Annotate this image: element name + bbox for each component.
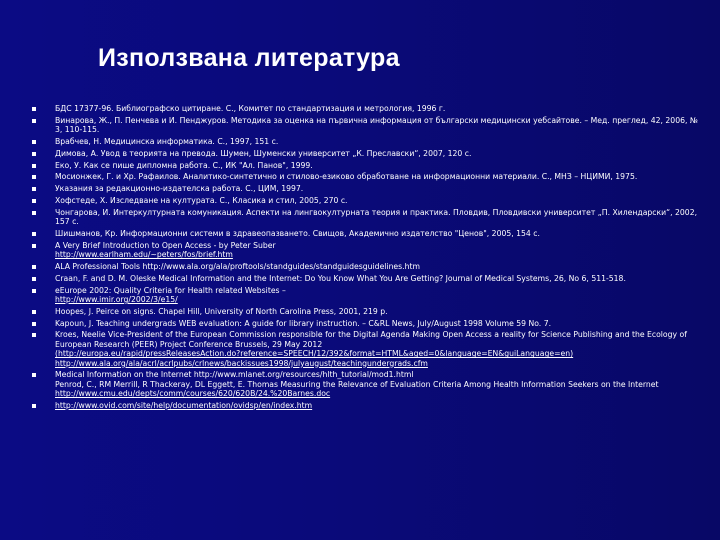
reference-item [32,241,702,260]
reference-text: Craan, F. and D. M. Oleske Medical Information and the Internet: Do You Know What You Are Getting? Journal of Medical Systems, 26, No 6, 511-518. [55,273,626,283]
reference-item [32,196,702,205]
reference-item [32,172,702,181]
bullet-square-icon [32,119,36,123]
reference-item [32,274,702,283]
reference-text: Мосионжек, Г. и Хр. Рафаилов. Аналитико-синтетично и стилово-езиково обработване на информационни материали. С., МНЗ – НЦИМИ, 1975. [55,172,638,182]
reference-text: Указания за редакционно-издателска работа. С., ЦИМ, 1997. [55,184,304,194]
reference-link[interactable]: http://www.ala.org/ala/acrl/acrlpubs/crlnews/backissues1998/julyaugust/teachingundergrads.cfm [55,358,428,368]
slide-title: Използвана литература [98,44,400,72]
bullet-square-icon [32,265,36,269]
reference-link[interactable]: http://www.imir.org/2002/3/e15/ [55,294,178,304]
reference-text: Hoopes, J. Peirce on signs. Chapel Hill, University of North Carolina Press, 2001, 219 p. [55,306,388,316]
reference-item [32,184,702,193]
reference-item [32,116,702,135]
reference-link[interactable]: http://www.earlham.edu/~peters/fos/brief.htm [55,250,233,260]
bullet-square-icon [32,244,36,248]
reference-text: Чонгарова, И. Интеркултурната комуникация. Аспекти на лингвокултурната теория и практика. Пловдив, Пловдивски университет „П. Хилендарски“, 2002, 157 с. [55,207,698,227]
reference-item [32,208,702,227]
reference-text: Kroes, Neelie Vice-President of the European Commission responsible for the Digital Agenda Making Open Access a reality for Science Publishing and the Ecology of European Research (PEER) Project Conference Brussels, 29 May 2012 [55,330,687,349]
reference-item [32,161,702,170]
reference-text: Kapoun, J. Teaching undergrads WEB evaluation: A guide for library instruction. – C&RL News, July/August 1998 Volume 59 No. 7. [55,318,552,328]
reference-text: A Very Brief Introduction to Open Access - by Peter Suber [55,240,276,250]
bullet-square-icon [32,373,36,377]
bullet-square-icon [32,232,36,236]
reference-link[interactable]: http://www.cmu.edu/depts/comm/courses/620/620B/24.%20Barnes.doc [55,389,331,399]
reference-item [32,286,702,305]
bullet-square-icon [32,175,36,179]
bullet-square-icon [32,277,36,281]
bullet-square-icon [32,310,36,314]
reference-item [32,307,702,316]
reference-text: ALA Professional Tools http://www.ala.org/ala/proftools/standguides/standguidesguidelines.htm [55,261,420,271]
bullet-square-icon [32,152,36,156]
bullet-square-icon [32,107,36,111]
reference-text: Димова, А. Увод в теорията на превода. Шумен, Шуменски университет „К. Преславски“, 2007, 120 с. [55,148,472,158]
reference-text: Шишманов, Кр. Информационни системи в здравеопазването. Свищов, Академично издателство "Ценов", 2005, 154 с. [55,228,540,238]
bullet-square-icon [32,289,36,293]
bullet-square-icon [32,187,36,191]
reference-item [32,104,702,113]
reference-text: БДС 17377-96. Библиографско цитиране. С., Комитет по стандартизация и метрология, 1996 г. [55,104,446,113]
bullet-square-icon [32,322,36,326]
reference-item [32,319,702,328]
bullet-square-icon [32,199,36,203]
reference-item [32,149,702,158]
reference-text: eEurope 2002: Quality Criteria for Health related Websites – [55,285,286,295]
bullet-square-icon [32,404,36,408]
reference-link[interactable]: http://www.ovid.com/site/help/documentation/ovidsp/en/index.htm [55,401,313,410]
reference-text: Врабчев, Н. Медицинска информатика. С., 1997, 151 с. [55,137,279,146]
reference-item [32,330,702,368]
reference-text: Винарова, Ж., П. Пенчева и И. Пенджуров. Методика за оценка на първична информация от български медицински уебсайтове. – Мед. преглед, 42, 2006, № 3, 110-115. [55,115,698,135]
bullet-square-icon [32,211,36,215]
reference-item [32,229,702,238]
reference-list [32,104,702,413]
reference-text: Хофстеде, Х. Изследване на културата. С., Класика и стил, 2005, 270 с. [55,195,348,205]
reference-item [32,262,702,271]
reference-text: Medical Information on the Internet http://www.mlanet.org/resources/hlth_tutorial/mod1.html [55,370,414,380]
reference-text: Penrod, C., RM Merrill, R Thackeray, DL Eggett, E. Thomas Measuring the Relevance of Evaluation Criteria Among Health Information Seekers on the Internet [55,379,659,389]
bullet-square-icon [32,333,36,337]
bullet-square-icon [32,164,36,168]
reference-item [32,370,702,398]
reference-link[interactable]: (http://europa.eu/rapid/pressReleasesAction.do?reference=SPEECH/12/392&format=HTML&aged=0&language=EN&guiLanguage=en) [55,349,574,359]
reference-text: Еко, У. Как се пише дипломна работа. С., ИК "Ал. Панов", 1999. [55,160,313,170]
reference-item [32,137,702,146]
bullet-square-icon [32,140,36,144]
reference-item [32,401,702,410]
